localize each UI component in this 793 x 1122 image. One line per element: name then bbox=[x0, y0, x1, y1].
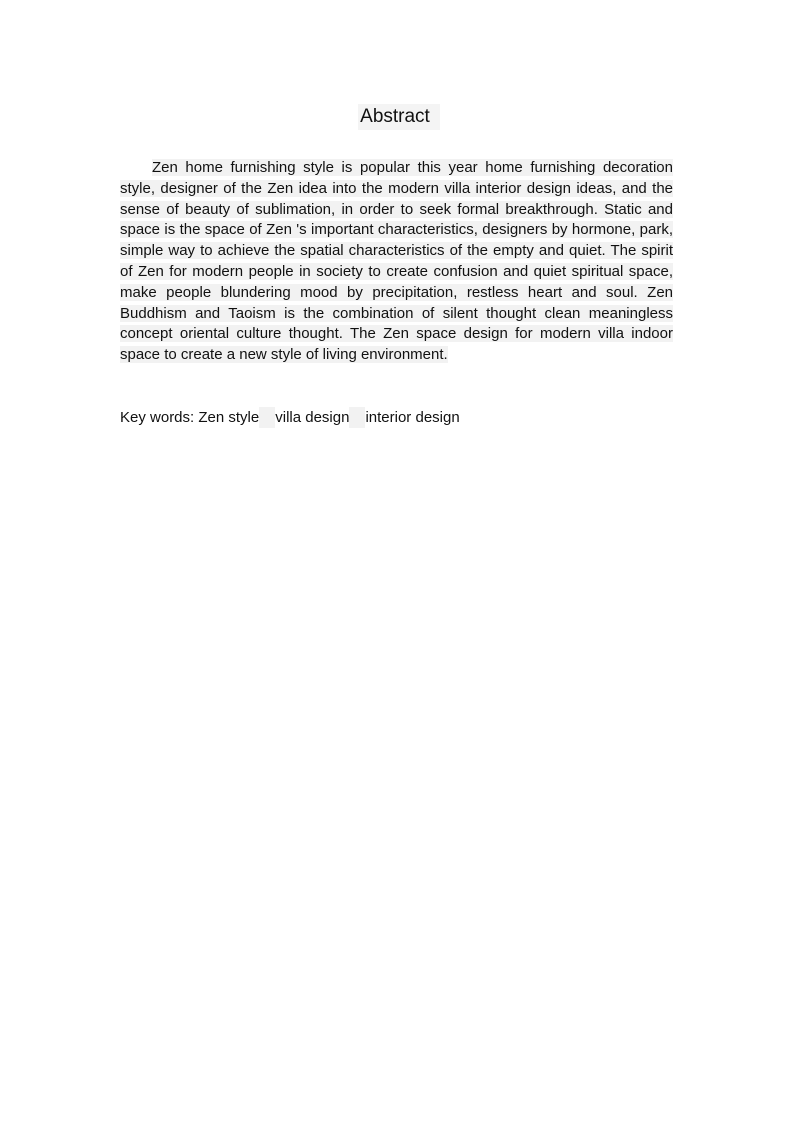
keywords-label: Key words: bbox=[120, 409, 195, 426]
keywords-line bbox=[120, 407, 673, 428]
keyword-separator bbox=[349, 407, 365, 428]
keyword-item: villa design bbox=[275, 409, 350, 426]
keyword-item: Zen style bbox=[198, 409, 260, 426]
keyword-item: interior design bbox=[365, 409, 460, 426]
abstract-title: Abstract bbox=[358, 104, 440, 130]
abstract-paragraph bbox=[120, 158, 673, 366]
keyword-separator bbox=[259, 407, 275, 428]
abstract-body-text: Zen home furnishing style is popular this year home furnishing decoration style, designer of the Zen idea into the modern villa interior design ideas, and the sense of beauty of sublimation, in order to seek formal breakthrough. Static and space is the space of Zen 's important characteristics, designers by hormone, park, simple way to achieve the spatial characteristics of the empty and quiet. The spirit of Zen for modern people in society to create confusion and quiet spiritual space, make people blundering mood by precipitation, restless heart and soul. Zen Buddhism and Taoism is the combination of silent thought clean meaningless concept oriental culture thought. The Zen space design for modern villa indoor space to create a new style of living environment. bbox=[120, 159, 673, 364]
title-container bbox=[0, 104, 793, 130]
